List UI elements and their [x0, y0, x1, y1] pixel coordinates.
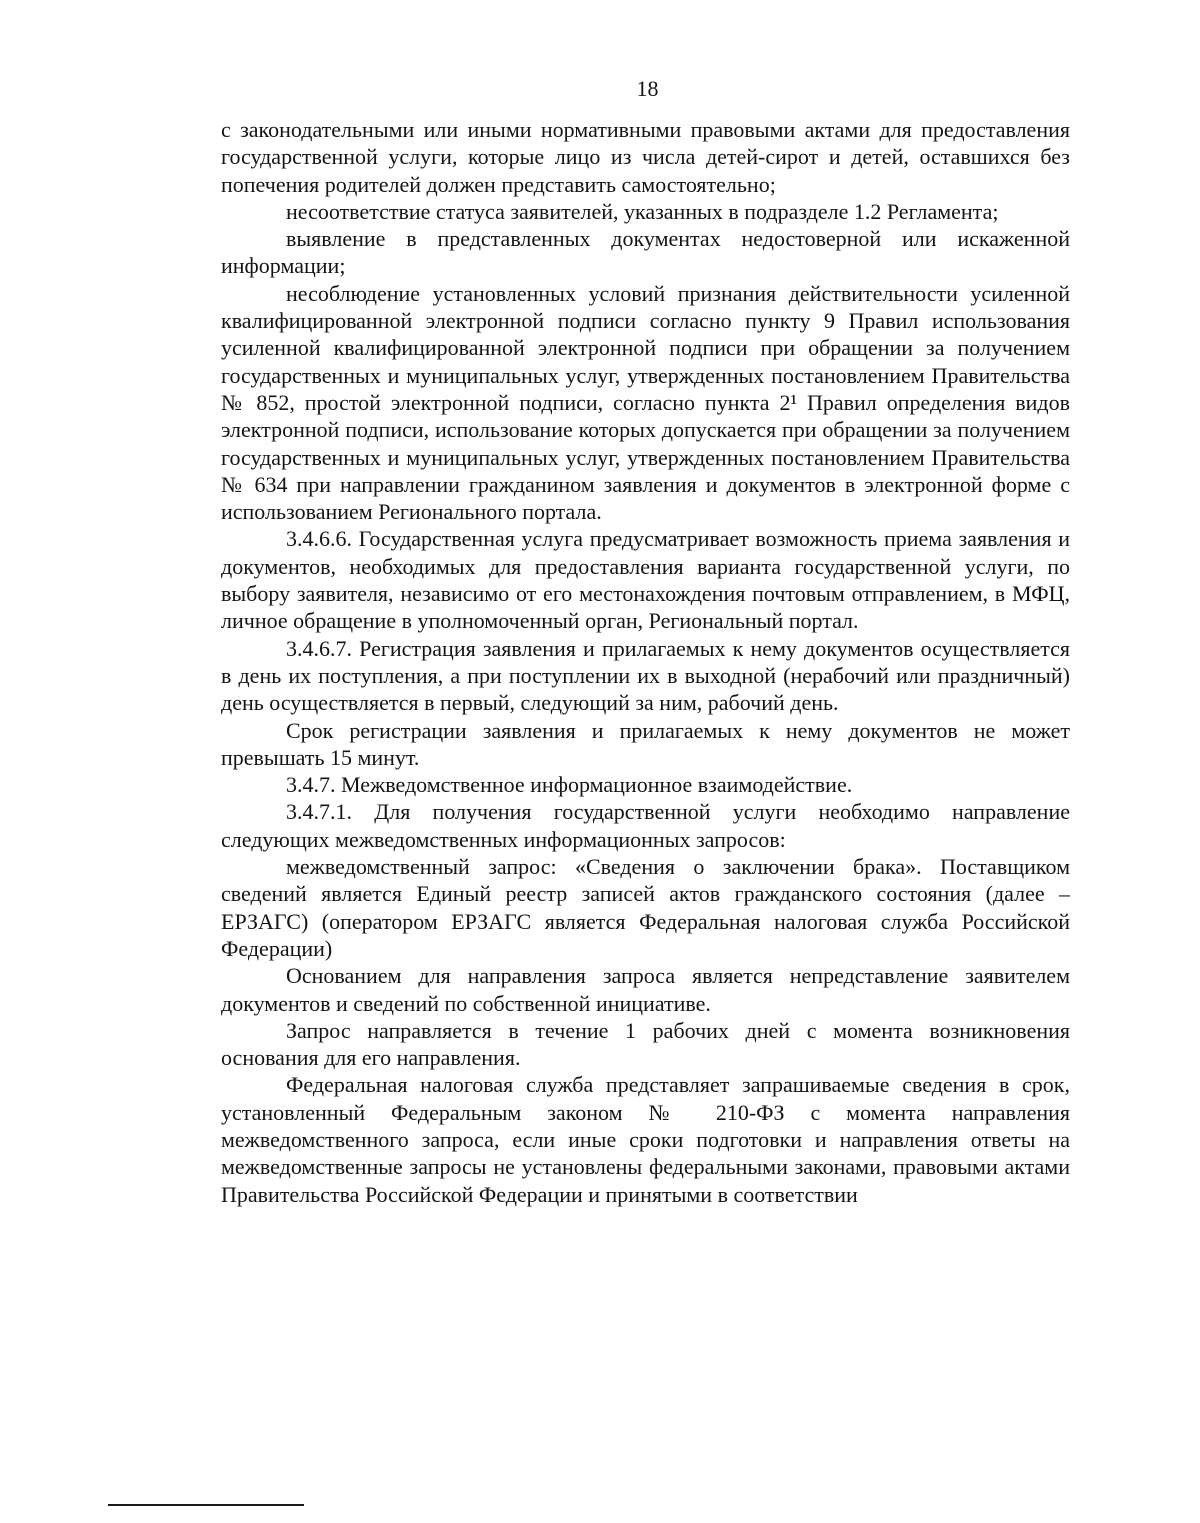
paragraph: 3.4.7.1. Для получения государственной услуги необходимо направление следующих межведомственных информационных запросов: [221, 799, 1070, 852]
paragraph: несоблюдение установленных условий признания действительности усиленной квалифицированной электронной подписи согласно пункту 9 Правил использования усиленной квалифицированной электронной подписи при обращении за получением государственных и муниципальных услуг, утвержденных постановлением Правительства № 852, простой электронной подписи, согласно пункта 2¹ Правил определения видов электронной подписи, использование которых допускается при обращении за получением государственных и муниципальных услуг, утвержденных постановлением Правительства № 634 при направлении гражданином заявления и документов в электронной форме с использованием Регионального портала. [221, 280, 1070, 525]
paragraph: Срок регистрации заявления и прилагаемых к нему документов не может превышать 15 минут. [221, 717, 1070, 770]
document-body [221, 116, 1070, 1208]
paragraph: межведомственный запрос: «Сведения о заключении брака». Поставщиком сведений является Единый реестр записей актов гражданского состояния (далее – ЕРЗАГС) (оператором ЕРЗАГС является Федеральная налоговая служба Российской Федерации) [221, 854, 1070, 961]
paragraph: Основанием для направления запроса является непредставление заявителем документов и сведений по собственной инициативе. [221, 963, 1070, 1016]
paragraph: 3.4.6.6. Государственная услуга предусматривает возможность приема заявления и документов, необходимых для предоставления варианта государственной услуги, по выбору заявителя, независимо от его местонахождения почтовым отправлением, в МФЦ, личное обращение в уполномоченный орган, Региональный портал. [221, 526, 1070, 634]
paragraph: Федеральная налоговая служба представляет запрашиваемые сведения в срок, установленный Федеральным законом № 210-ФЗ с момента направления межведомственного запроса, если иные сроки подготовки и направления ответы на межведомственные запросы не установлены федеральными законами, правовыми актами Правительства Российской Федерации и принятыми в соответствии [221, 1072, 1070, 1207]
paragraph: 3.4.6.7. Регистрация заявления и прилагаемых к нему документов осуществляется в день их поступления, а при поступлении их в выходной (нерабочий или праздничный) день осуществляется в первый, следующий за ним, рабочий день. [221, 635, 1070, 716]
paragraph: выявление в представленных документах недостоверной или искаженной информации; [221, 226, 1070, 279]
paragraph: с законодательными или иными нормативными правовыми актами для предоставления государственной услуги, которые лицо из числа детей-сирот и детей, оставшихся без попечения родителей должен представить самостоятельно; [221, 117, 1070, 197]
footnote-separator [108, 1504, 304, 1506]
paragraph: несоответствие статуса заявителей, указанных в подразделе 1.2 Регламента; [286, 198, 999, 224]
page-number: 18 [636, 76, 659, 101]
paragraph: Запрос направляется в течение 1 рабочих дней с момента возникновения основания для его направления. [221, 1017, 1070, 1071]
paragraph: 3.4.7. Межведомственное информационное взаимодействие. [286, 772, 853, 798]
